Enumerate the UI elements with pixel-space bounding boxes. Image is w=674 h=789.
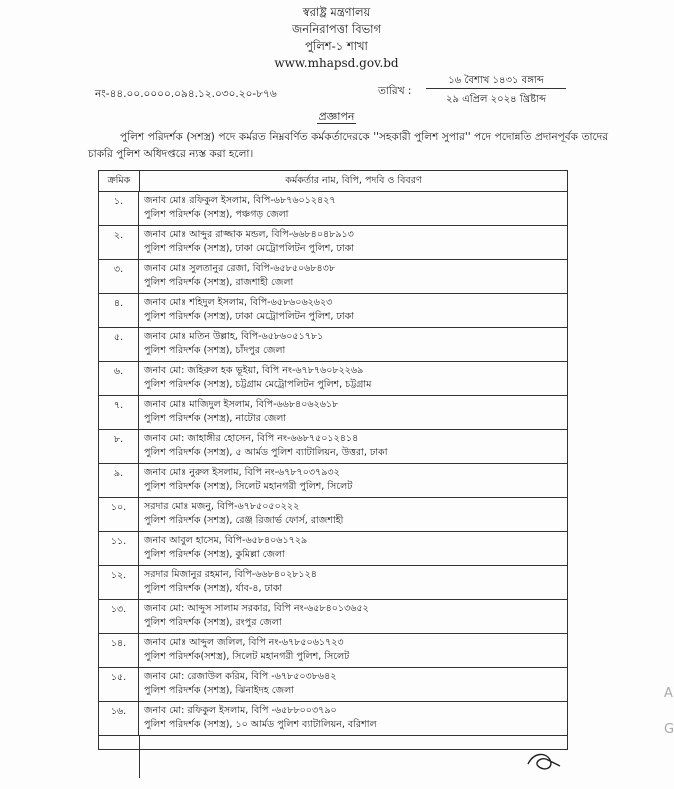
header-details: কর্মকর্তার নাম, বিপি, পদবি ও বিবরণ	[285, 175, 422, 186]
officer-name-bp: জনাব মোঃ মতিন উল্লাহ, বিপি-৬৫৮৬০৫১৭৮১	[144, 331, 324, 342]
officer-posting: পুলিশ পরিদর্শক (সশস্ত্র), ঢাকা মেট্রোপলিটন পুলিশ, ঢাকা	[144, 311, 354, 322]
document-title	[0, 108, 673, 127]
margin-char-g: G	[664, 722, 674, 737]
row-serial: ৩.	[99, 260, 139, 293]
row-details	[139, 294, 567, 327]
officer-name-bp: জনাব আবুল হাসেম, বিপি-৬৫৮৪০৬১৭২৯	[144, 535, 308, 546]
date-gregorian: ২৯ এপ্রিল ২০২৪ খ্রিষ্টাব্দ	[445, 94, 547, 105]
officer-table	[98, 170, 568, 750]
row-details	[139, 328, 567, 361]
ministry-name: স্বরাষ্ট্র মন্ত্রণালয়	[302, 5, 371, 19]
branch-name: পুলিশ-১ শাখা	[305, 39, 368, 53]
table-row	[99, 430, 567, 464]
date-label: তারিখ :	[378, 85, 412, 97]
officer-posting: পুলিশ পরিদর্শক (সশস্ত্র), ৫ আর্মড পুলিশ ব্যাটালিয়ন, উত্তরা, ঢাকা	[144, 447, 388, 458]
table-row	[99, 226, 567, 260]
row-serial: ৫.	[99, 328, 139, 361]
signature-mark	[524, 748, 564, 774]
officer-name-bp: জনাব মোঃ রফিকুল ইসলাম, বিপি-৬৮৭৬০১২৪২৭	[144, 195, 336, 206]
officer-posting: পুলিশ পরিদর্শক (সশস্ত্র), রংপুর জেলা	[144, 617, 282, 628]
officer-posting: পুলিশ পরিদর্শক (সশস্ত্র), রাজশাহী জেলা	[144, 277, 294, 288]
row-serial: ১৪.	[99, 634, 139, 667]
division-name: জননিরাপত্তা বিভাগ	[291, 22, 382, 36]
website-url: www.mhapsd.gov.bd	[274, 56, 399, 70]
table-header	[99, 171, 567, 192]
table-row	[99, 600, 567, 634]
row-details	[139, 600, 567, 633]
document-title-text: প্রজ্ঞাপন	[318, 110, 355, 123]
table-row	[99, 396, 567, 430]
date-box	[426, 73, 566, 107]
table-row	[99, 192, 567, 226]
row-serial: ৬.	[99, 362, 139, 395]
row-details	[139, 430, 567, 463]
body-paragraph: পুলিশ পরিদর্শক (সশস্ত্র) পদে কর্মরত নিম্নবর্ণিত কর্মকর্তাদেরকে ''সহকারী পুলিশ সুপার'' পদে পদোন্নতি প্রদানপূর্বক তাদের চাকরি পুলিশ অধিদপ্তরে ন্যস্ত করা হলো।	[88, 131, 608, 160]
header-serial: ক্রমিক	[99, 171, 140, 191]
row-serial: ১২.	[99, 566, 139, 599]
margin-char-a: A	[664, 686, 673, 701]
officer-posting: পুলিশ পরিদর্শক (সশস্ত্র), ঢাকা মেট্রোপলিটন পুলিশ, ঢাকা	[144, 243, 354, 254]
officer-posting: পুলিশ পরিদর্শক (সশস্ত্র), র্যাব-৪, ঢাকা	[144, 583, 283, 594]
row-serial: ৭.	[99, 396, 139, 429]
row-serial: ১.	[99, 192, 139, 225]
table-row	[99, 702, 567, 736]
memo-number: নং-৪৪.০০.০০০০.০৯৪.১২.০৩০.২০-৮৭৬	[95, 88, 277, 100]
table-empty-space	[99, 736, 567, 778]
row-serial: ১৩.	[99, 600, 139, 633]
row-details	[139, 192, 567, 225]
officer-name-bp: জনাব মোঃ আব্দুল জলিল, বিপি নং-৬৭৮৫০৬১৭২৩	[144, 637, 344, 648]
table-row	[99, 498, 567, 532]
row-details	[139, 532, 567, 565]
row-serial: ৮.	[99, 430, 139, 463]
officer-name-bp: জনাব মো: আব্দুস সালাম সরকার, বিপি নং-৬৫৮৪০১৩৬৫২	[144, 603, 369, 614]
officer-posting: পুলিশ পরিদর্শক(সশস্ত্র), সিলেট মহানগরী পুলিশ, সিলেট	[144, 651, 350, 662]
row-details	[139, 226, 567, 259]
row-serial: ১৫.	[99, 668, 139, 701]
row-details	[139, 566, 567, 599]
row-details	[139, 702, 567, 735]
table-row	[99, 532, 567, 566]
row-details	[139, 464, 567, 497]
row-serial: ৯.	[99, 464, 139, 497]
date-bangla: ১৬ বৈশাখ ১৪৩১ বঙ্গাব্দ	[426, 73, 566, 89]
empty-serial-cell	[99, 736, 140, 778]
table-row	[99, 668, 567, 702]
row-details	[139, 396, 567, 429]
row-details	[139, 668, 567, 701]
officer-posting: পুলিশ পরিদর্শক (সশস্ত্র), চট্টগ্রাম মেট্রোপলিটন পুলিশ, চট্টগ্রাম	[144, 379, 372, 390]
officer-name-bp: জনাব মোঃ মাজিদুল ইসলাম, বিপি-৬৬৮৪০৬২৬১৮	[144, 399, 339, 410]
officer-name-bp: জনাব মো: রফিকুল ইসলাম, বিপি -৬৫৮৮০০৩৭৯০	[144, 705, 337, 716]
table-row	[99, 260, 567, 294]
row-serial: ৪.	[99, 294, 139, 327]
officer-posting: পুলিশ পরিদর্শক (সশস্ত্র), ঝিনাইদহ জেলা	[144, 685, 294, 696]
row-details	[139, 260, 567, 293]
officer-name-bp: জনাব মোঃ শহিদুল ইসলাম, বিপি-৬৫৮৬০৬২৬২৩	[144, 297, 333, 308]
officer-posting: পুলিশ পরিদর্শক (সশস্ত্র), রেঞ্জ রিজার্ভ ফোর্স, রাজশাহী	[144, 515, 344, 526]
officer-posting: পুলিশ পরিদর্শক (সশস্ত্র), নাটোর জেলা	[144, 413, 287, 424]
row-details	[139, 362, 567, 395]
table-row	[99, 634, 567, 668]
row-details	[139, 498, 567, 531]
table-row	[99, 328, 567, 362]
officer-name-bp: সরদার মোঃ মজনু, বিপি-৬৭৮৫০৫০২২২	[144, 501, 300, 512]
officer-name-bp: জনাব মোঃ আব্দুর রাজ্জাক মন্ডল, বিপি-৬৬৮৪০৪৮৯১৩	[144, 229, 354, 240]
officer-name-bp: জনাব মো: জাহাঙ্গীর হোসেন, বিপি নং-৬৬৮৭৫০১২৪১৪	[144, 433, 359, 444]
officer-posting: পুলিশ পরিদর্শক (সশস্ত্র), চাঁদপুর জেলা	[144, 345, 286, 356]
row-details	[139, 634, 567, 667]
row-serial: ১১.	[99, 532, 139, 565]
row-serial: ১৬.	[99, 702, 139, 735]
officer-posting: পুলিশ পরিদর্শক (সশস্ত্র), ১০ আর্মড পুলিশ ব্যাটালিয়ন, বরিশাল	[144, 719, 377, 730]
officer-name-bp: জনাব মো: রেজাউল করিম, বিপি -৬৭৮৫০৩৮৬৪২	[144, 671, 337, 682]
table-row	[99, 464, 567, 498]
officer-posting: পুলিশ পরিদর্শক (সশস্ত্র), সিলেট মহানগরী পুলিশ, সিলেট	[144, 481, 353, 492]
officer-posting: পুলিশ পরিদর্শক (সশস্ত্র), পঞ্চগড় জেলা	[144, 209, 289, 220]
officer-name-bp: জনাব মো: জহিরুল হক ভূইয়া, বিপি নং-৬৭৮৭৬০৮২২৬৯	[144, 365, 364, 376]
row-serial: ১০.	[99, 498, 139, 531]
officer-name-bp: সরদার মিজানুর রহমান, বিপি-৬৬৮৪০২৮১২৪	[144, 569, 317, 580]
officer-name-bp: জনাব মোঃ সুলতানুর রেজা, বিপি-৬৫৮৫০৬৮৪৩৮	[144, 263, 336, 274]
table-row	[99, 362, 567, 396]
table-row	[99, 294, 567, 328]
officer-name-bp: জনাব মোঃ নুরুল ইসলাম, বিপি নং-৬৭৮৭০৩৭৯৩২	[144, 467, 340, 478]
table-body	[99, 192, 567, 736]
table-row	[99, 566, 567, 600]
officer-posting: পুলিশ পরিদর্শক (সশস্ত্র), কুমিল্লা জেলা	[144, 549, 285, 560]
row-serial: ২.	[99, 226, 139, 259]
